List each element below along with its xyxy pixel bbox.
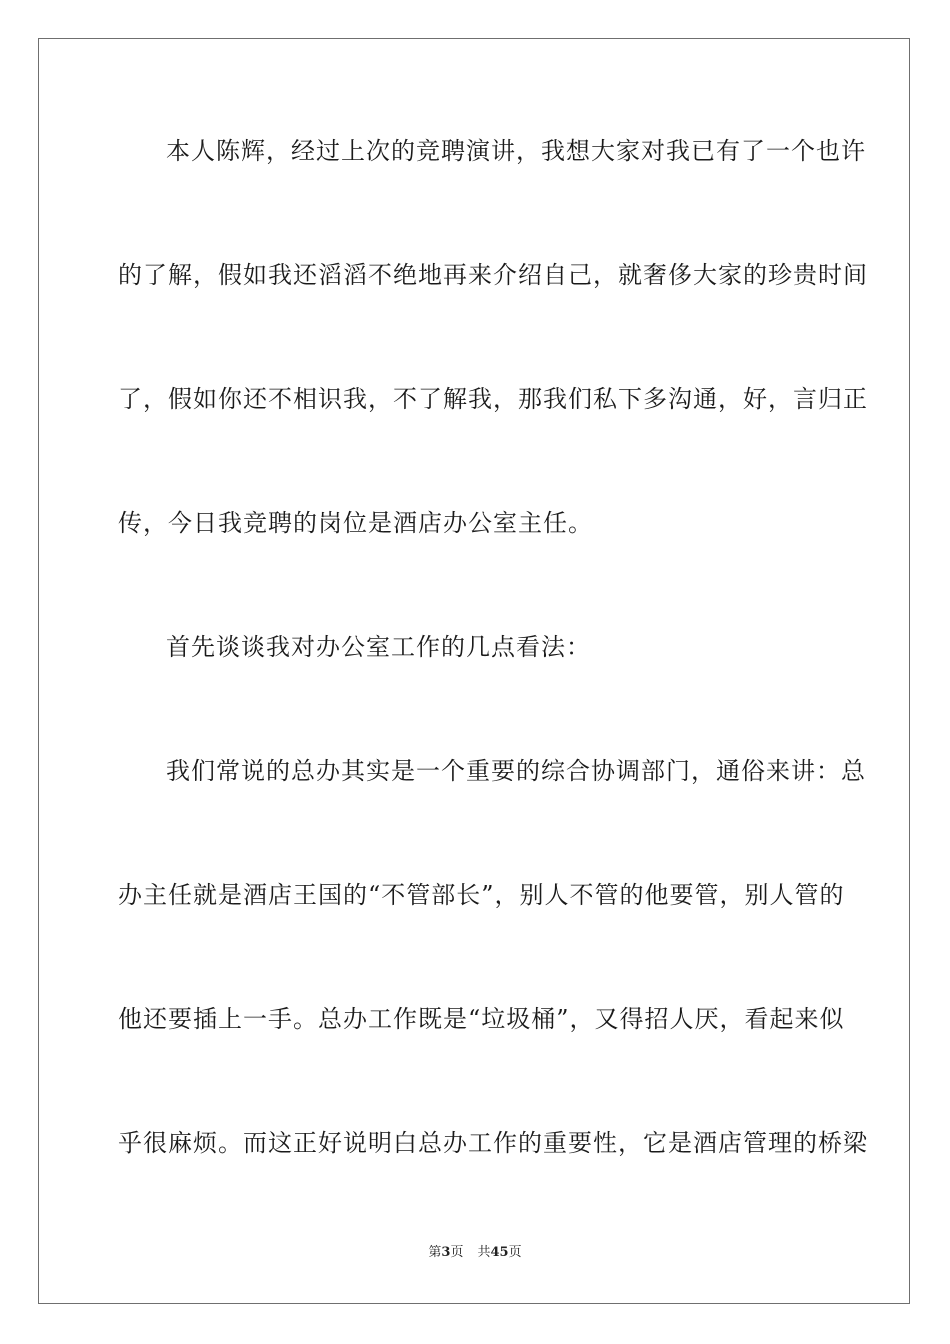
page-suffix: 页 — [450, 1245, 464, 1260]
paragraph-3-line-1: 我们常说的总办其实是一个重要的综合协调部门，通俗来讲：总 — [166, 757, 866, 785]
paragraph-1-line-2: 的了解，假如我还滔滔不绝地再来介绍自己，就奢侈大家的珍贵时间 — [118, 261, 868, 289]
paragraph-1-line-3: 了，假如你还不相识我，不了解我，那我们私下多沟通，好，言归正 — [118, 385, 868, 413]
paragraph-3-line-2: 办主任就是酒店王国的“不管部长”，别人不管的他要管，别人管的 — [118, 881, 845, 909]
total-suffix: 页 — [508, 1245, 522, 1260]
paragraph-1-line-1: 本人陈辉，经过上次的竞聘演讲，我想大家对我已有了一个也许 — [166, 137, 866, 165]
paragraph-1-line-4: 传，今日我竞聘的岗位是酒店办公室主任。 — [118, 509, 593, 537]
page-frame — [38, 38, 910, 1304]
paragraph-3-line-3: 他还要插上一手。总办工作既是“垃圾桶”，又得招人厌，看起来似 — [118, 1005, 845, 1033]
total-prefix: 共 — [477, 1245, 491, 1260]
page-number: 3 — [441, 1245, 451, 1260]
paragraph-3-line-4: 乎很麻烦。而这正好说明白总办工作的重要性，它是酒店管理的桥梁 — [118, 1129, 868, 1157]
paragraph-2-line-1: 首先谈谈我对办公室工作的几点看法： — [166, 633, 591, 661]
page-prefix: 第 — [428, 1245, 442, 1260]
page-footer — [0, 1244, 950, 1262]
total-pages: 45 — [490, 1245, 509, 1260]
